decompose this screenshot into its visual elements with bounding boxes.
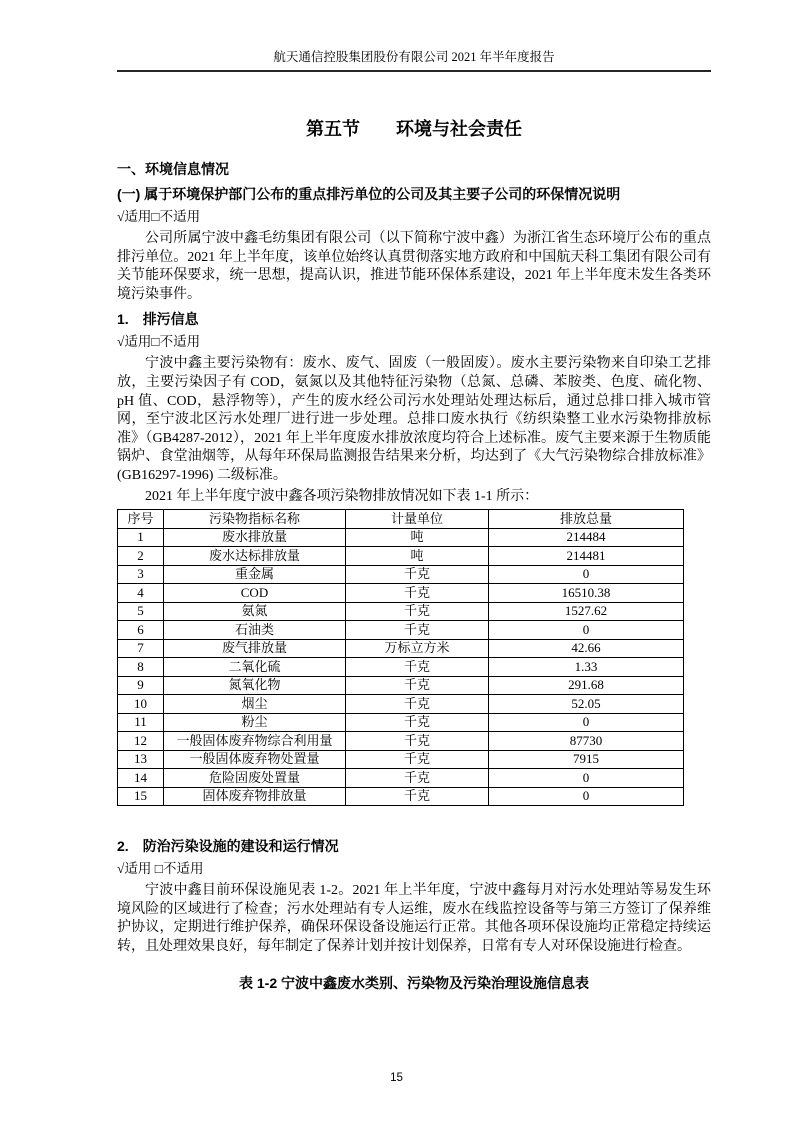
table-cell-pollutant: 一般固体废弃物处置量: [164, 750, 346, 769]
table-cell-total: 0: [489, 787, 684, 806]
table-cell-pollutant: 废气排放量: [164, 639, 346, 658]
table-cell-index: 14: [118, 769, 164, 788]
page-number: 15: [390, 1072, 403, 1084]
table-cell-index: 11: [118, 713, 164, 732]
table-cell-unit: 万标立方米: [346, 639, 489, 658]
table-cell-unit: 吨: [346, 547, 489, 566]
table-cell-total: 7915: [489, 750, 684, 769]
table-cell-total: 0: [489, 565, 684, 584]
table-cell-index: 7: [118, 639, 164, 658]
table-cell-unit: 吨: [346, 528, 489, 547]
table-cell-index: 2: [118, 547, 164, 566]
heading-text: 排污信息: [142, 311, 199, 328]
table-cell-pollutant: 一般固体废弃物综合利用量: [164, 732, 346, 751]
subsection-heading-key-polluter: (一) 属于环境保护部门公布的重点排污单位的公司及其主要子公司的环保情况说明: [117, 186, 621, 202]
applicability-note-2: √适用□不适用: [117, 334, 201, 350]
table-row: [118, 787, 684, 806]
table-row: [118, 732, 684, 751]
table-cell-index: 15: [118, 787, 164, 806]
table-cell-pollutant: 固体废弃物排放量: [164, 787, 346, 806]
table-cell-unit: 千克: [346, 676, 489, 695]
table-cell-pollutant: 重金属: [164, 565, 346, 584]
table-header-cell-index: 序号: [118, 510, 164, 529]
table-cell-total: 42.66: [489, 639, 684, 658]
table-cell-unit: 千克: [346, 787, 489, 806]
applicability-note-1: √适用□不适用: [117, 209, 201, 224]
table-cell-total: 291.68: [489, 676, 684, 695]
table-cell-unit: 千克: [346, 713, 489, 732]
table-cell-pollutant: 二氧化硫: [164, 658, 346, 677]
table-header-row: [118, 510, 684, 529]
table-cell-pollutant: 氮氧化物: [164, 676, 346, 695]
table-row: [118, 713, 684, 732]
running-header: 航天通信控股集团股份有限公司 2021 年半年度报告: [117, 50, 711, 72]
table-row: [118, 584, 684, 603]
table-cell-pollutant: 氨氮: [164, 602, 346, 621]
table-cell-pollutant: 烟尘: [164, 695, 346, 714]
table-cell-index: 4: [118, 584, 164, 603]
table-cell-pollutant: COD: [164, 584, 346, 603]
page-content: [117, 50, 711, 993]
table-cell-unit: 千克: [346, 658, 489, 677]
table-cell-index: 6: [118, 621, 164, 640]
table-cell-total: 1.33: [489, 658, 684, 677]
table-row: [118, 750, 684, 769]
page-title: 第五节 环境与社会责任: [306, 119, 522, 139]
paragraph-pollutants: 宁波中鑫主要污染物有：废水、废气、固废（一般固废）。废水主要污染物来自印染工艺排放，主要污染因子有 COD，氨氮以及其他特征污染物（总氮、总磷、苯胺类、色度、硫化物、pH 值、COD，悬浮物等），产生的废水经公司污水处理站处理达标后，通过总排口排入城市管网，至宁波北区污水处理厂进行进一步处理。总排口废水执行《纺织染整工业水污染物排放标准》（GB4287-2012），2021 年上半年度废水排放浓度均符合上述标准。废气主要来源于生物质能锅炉、食堂油烟等，从每年环保局监测报告结果来分析，均达到了《大气污染物综合排放标准》(GB16297-1996) 二级标准。: [117, 356, 711, 483]
table-cell-total: 1527.62: [489, 602, 684, 621]
table-row: [118, 639, 684, 658]
table-cell-total: 0: [489, 713, 684, 732]
table-header-cell-pollutant: 污染物指标名称: [164, 510, 346, 529]
table-row: [118, 658, 684, 677]
table-cell-unit: 千克: [346, 732, 489, 751]
table-cell-unit: 千克: [346, 584, 489, 603]
table-body: [118, 528, 684, 806]
table-cell-index: 10: [118, 695, 164, 714]
table-cell-total: 16510.38: [489, 584, 684, 603]
table-cell-index: 9: [118, 676, 164, 695]
table-cell-index: 13: [118, 750, 164, 769]
table-row: [118, 695, 684, 714]
table-row: [118, 547, 684, 566]
table-cell-index: 3: [118, 565, 164, 584]
table-cell-index: 5: [118, 602, 164, 621]
table-header-cell-unit: 计量单位: [346, 510, 489, 529]
table-row: [118, 676, 684, 695]
table-cell-unit: 千克: [346, 621, 489, 640]
table-cell-pollutant: 废水达标排放量: [164, 547, 346, 566]
table-row: [118, 769, 684, 788]
table-header-cell-total: 排放总量: [489, 510, 684, 529]
table2-caption: 表 1-2 宁波中鑫废水类别、污染物及污染治理设施信息表: [238, 974, 589, 991]
table-row: [118, 602, 684, 621]
table-row: [118, 621, 684, 640]
table-row: [118, 528, 684, 547]
table-cell-unit: 千克: [346, 565, 489, 584]
table-cell-total: 52.05: [489, 695, 684, 714]
table-cell-unit: 千克: [346, 695, 489, 714]
table-cell-pollutant: 石油类: [164, 621, 346, 640]
applicability-note-3: √适用 □不适用: [117, 861, 204, 877]
table-cell-index: 1: [118, 528, 164, 547]
table-cell-total: 0: [489, 769, 684, 788]
table-cell-index: 12: [118, 732, 164, 751]
paragraph-facilities: 宁波中鑫目前环保设施见表 1-2。2021 年上半年度，宁波中鑫每月对污水处理站等易发生环境风险的区域进行了检查；污水处理站有专人运维，废水在线监控设备等与第三方签订了保养维护协议，定期进行维护保养，确保环保设备设施运行正常。其他各项环保设施均正常稳定持续运转，且处理效果良好，每年制定了保养计划并按计划保养，日常有专人对环保设施进行检查。: [117, 883, 711, 954]
table-cell-index: 8: [118, 658, 164, 677]
table-cell-unit: 千克: [346, 602, 489, 621]
table-cell-pollutant: 粉尘: [164, 713, 346, 732]
table-cell-unit: 千克: [346, 750, 489, 769]
table-cell-total: 214481: [489, 547, 684, 566]
table-cell-pollutant: 废水排放量: [164, 528, 346, 547]
emissions-table: [117, 509, 684, 806]
table-cell-unit: 千克: [346, 769, 489, 788]
table-row: [118, 565, 684, 584]
heading-number: 1.: [117, 311, 129, 328]
table-cell-total: 214484: [489, 528, 684, 547]
subsection-heading-facilities: [117, 836, 711, 856]
table-cell-pollutant: 危险固废处置量: [164, 769, 346, 788]
table1-intro: 2021 年上半年度宁波中鑫各项污染物排放情况如下表 1-1 所示：: [145, 488, 539, 504]
subsection-heading-discharge-info: [117, 309, 711, 329]
table-cell-total: 87730: [489, 732, 684, 751]
heading-number: 2.: [117, 838, 129, 855]
table-cell-total: 0: [489, 621, 684, 640]
heading-text: 防治污染设施的建设和运行情况: [142, 838, 339, 855]
section-heading-env-info: 一、环境信息情况: [117, 161, 229, 177]
paragraph-company-overview: 公司所属宁波中鑫毛纺集团有限公司（以下简称宁波中鑫）为浙江省生态环境厅公布的重点排污单位。2021 年上半年度，该单位始终认真贯彻落实地方政府和中国航天科工集团有限公司有关节能环保要求，统一思想，提高认识，推进节能环保体系建设，2021 年上半年度未发生各类环境污染事件。: [117, 231, 711, 302]
